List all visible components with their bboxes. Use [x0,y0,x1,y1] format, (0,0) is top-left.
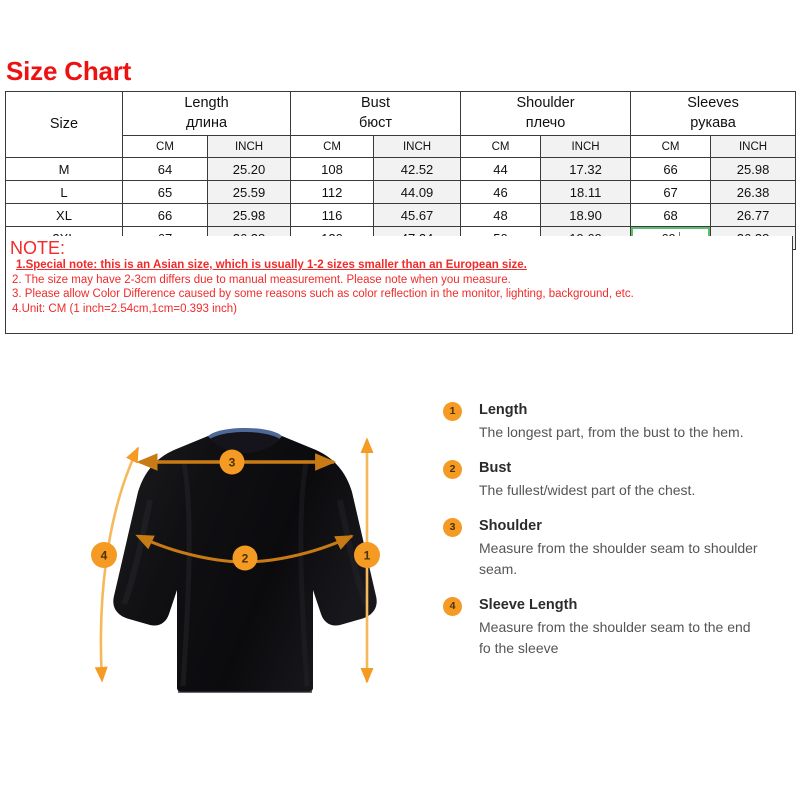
cell-size[interactable]: L [6,181,123,204]
group-label-en: Sleeves [687,94,739,111]
diagram-badge-label: 1 [363,548,371,563]
cell-shoulder-cm[interactable]: 48 [461,204,541,227]
column-header-size: Size [6,92,123,158]
unit-header-sleeves-cm: CM [631,136,711,158]
column-header-group-sleeves [631,92,796,136]
cell-size[interactable]: XL [6,204,123,227]
unit-header-bust-inch: INCH [374,136,461,158]
guide-heading: Length [479,402,528,418]
table-row[interactable] [6,204,796,227]
note-item-3: 3. Please allow Color Difference caused by some reasons such as color reflection in the monitor, lighting, background, etc. [12,288,634,300]
column-header-group-bust [291,92,461,136]
guide-badge-3: 3 [443,518,462,537]
table-header-units [6,136,796,158]
cell-length-inch[interactable]: 25.59 [208,181,291,204]
cell-sleeves-cm[interactable]: 68 [631,204,711,227]
cell-sleeves-inch[interactable]: 25.98 [711,158,796,181]
unit-header-length-cm: CM [123,136,208,158]
guide-description: The longest part, from the bust to the hem. [479,424,744,440]
note-title: NOTE: [10,238,66,258]
note-list [6,258,792,316]
cell-bust-inch[interactable]: 42.52 [374,158,461,181]
guide-badge-1: 1 [443,402,462,421]
diagram-badge-label: 2 [241,551,249,566]
column-header-group-shoulder [461,92,631,136]
guide-heading: Shoulder [479,518,542,534]
size-chart-table-container [5,91,795,250]
page-title: Size Chart [6,56,132,86]
guide-description: Measure from the shoulder seam to shoulder seam. [479,540,758,577]
cell-bust-cm[interactable]: 116 [291,204,374,227]
diagram-badge-sleeve [91,542,117,568]
cell-sleeves-inch[interactable]: 26.38 [711,181,796,204]
note-box [5,236,793,334]
guide-badge-2: 2 [443,460,462,479]
unit-header-sleeves-inch: INCH [711,136,796,158]
cell-shoulder-inch[interactable]: 18.11 [541,181,631,204]
garment-diagram [80,400,410,730]
note-item-4: 4.Unit: CM (1 inch=2.54cm,1cm=0.393 inch) [12,302,237,315]
unit-header-shoulder-cm: CM [461,136,541,158]
cell-shoulder-cm[interactable]: 46 [461,181,541,204]
cell-shoulder-inch[interactable]: 17.32 [541,158,631,181]
group-label-en: Length [184,94,229,111]
diagram-badge-length [354,542,380,568]
table-row[interactable] [6,181,796,204]
guide-item-shoulder [437,517,767,580]
size-chart-table [5,91,796,250]
cell-shoulder-inch[interactable]: 18.90 [541,204,631,227]
cell-bust-cm[interactable]: 112 [291,181,374,204]
cell-sleeves-cm[interactable]: 67 [631,181,711,204]
diagram-badge-bust [233,546,258,571]
column-header-group-length [123,92,291,136]
note-item-1: 1.Special note: this is an Asian size, which is usually 1-2 sizes smaller than an European size. [16,259,527,271]
guide-item-sleeve-length [437,596,767,659]
group-label-ru: бюст [358,114,393,131]
unit-header-shoulder-inch: INCH [541,136,631,158]
guide-item-length [437,401,767,443]
cell-length-cm[interactable]: 65 [123,181,208,204]
guide-description: The fullest/widest part of the chest. [479,482,696,498]
group-label-ru: плечо [525,114,566,131]
unit-header-length-inch: INCH [208,136,291,158]
guide-item-bust [437,459,767,501]
guide-badge-4: 4 [443,597,462,616]
cell-bust-inch[interactable]: 44.09 [374,181,461,204]
measurement-guide-section [0,375,800,775]
guide-heading: Bust [479,460,512,476]
cell-sleeves-cm[interactable]: 66 [631,158,711,181]
group-label-ru: длина [185,114,228,131]
diagram-badge-label: 4 [100,548,108,563]
cell-length-cm[interactable]: 64 [123,158,208,181]
table-row[interactable] [6,158,796,181]
cell-sleeves-inch[interactable]: 26.77 [711,204,796,227]
measurement-guide-list [437,401,767,675]
cell-length-inch[interactable]: 25.98 [208,204,291,227]
cell-length-inch[interactable]: 25.20 [208,158,291,181]
note-item-2: 2. The size may have 2-3cm differs due to manual measurement. Please note when you measure. [12,273,511,286]
diagram-badge-label: 3 [228,455,236,470]
group-label-en: Bust [361,94,391,111]
group-label-ru: рукава [690,114,736,131]
cell-bust-cm[interactable]: 108 [291,158,374,181]
unit-header-bust-cm: CM [291,136,374,158]
table-header-groups [6,92,796,136]
cell-length-cm[interactable]: 66 [123,204,208,227]
cell-size[interactable]: M [6,158,123,181]
diagram-badge-shoulder [220,450,245,475]
cell-shoulder-cm[interactable]: 44 [461,158,541,181]
guide-description: Measure from the shoulder seam to the end fo the sleeve [479,619,751,656]
sweater-illustration-svg [80,400,410,730]
cell-bust-inch[interactable]: 45.67 [374,204,461,227]
group-label-en: Shoulder [516,94,575,111]
guide-heading: Sleeve Length [479,597,578,613]
